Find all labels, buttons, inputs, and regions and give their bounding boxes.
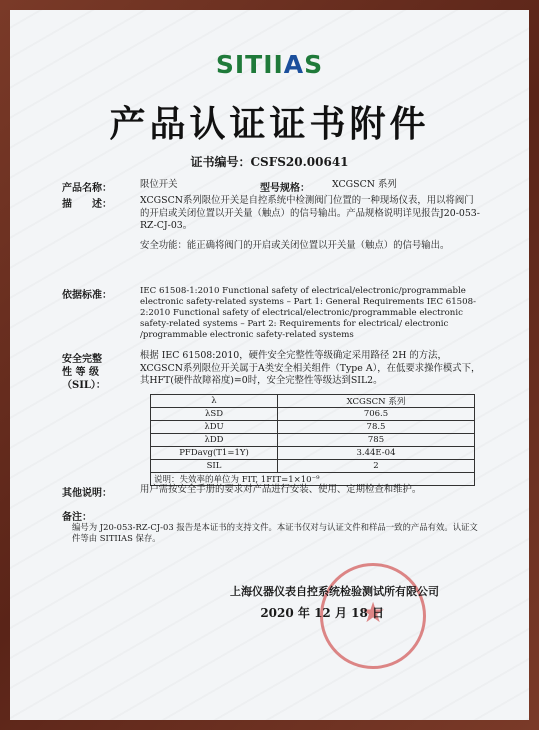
- table-cell: 785: [278, 434, 475, 447]
- table-cell: PFDavg(T1=1Y): [151, 447, 278, 460]
- product-name-label: 产品名称：: [62, 183, 112, 194]
- sil-label-2: 性 等 级: [62, 367, 99, 378]
- table-cell: SIL: [151, 460, 278, 473]
- sil-label-1: 安全完整: [62, 354, 102, 365]
- issuing-organization: 上海仪器仪表自控系统检验测试所有限公司: [230, 585, 439, 598]
- failure-rate-table: [150, 394, 475, 486]
- certificate-number: 证书编号：CSFS20.00641: [190, 155, 349, 169]
- page-title: 产品认证证书附件: [109, 103, 430, 145]
- table-cell: 3.44E-04: [278, 447, 475, 460]
- table-cell: 78.5: [278, 421, 475, 434]
- logo-text-c: S: [304, 50, 324, 79]
- sil-text: 根据 IEC 61508:2010，硬件安全完整性等级确定采用路径 2H 的方法，XCGSCN系列限位开关属于A类安全相关组件（Type A），在低要求操作模式下，其HFT(硬件故障裕度)=0时，安全完整性等级达到SIL2。: [140, 350, 481, 386]
- table-row: [151, 447, 475, 460]
- other-notes: 用户需按安全手册的要求对产品进行安装、使用、定期检查和维护。: [140, 484, 422, 495]
- table-cell: λDU: [151, 421, 278, 434]
- table-cell: λDD: [151, 434, 278, 447]
- model-label: 型号规格：: [260, 183, 310, 194]
- table-row: [151, 395, 475, 408]
- sil-label-3: （SIL）：: [62, 380, 106, 391]
- table-cell: λSD: [151, 408, 278, 421]
- table-row: [151, 408, 475, 421]
- product-name: 限位开关: [140, 179, 178, 190]
- table-row: [151, 460, 475, 473]
- table-cell: 706.5: [278, 408, 475, 421]
- table-note: 说明：失效率的单位为 FIT, 1FIT=1×10⁻⁹: [151, 473, 475, 486]
- table-row: [151, 434, 475, 447]
- remark-label: 备注：: [62, 512, 92, 523]
- logo: [10, 50, 529, 79]
- basis-label: 依据标准：: [62, 290, 112, 301]
- logo-text-a: SITII: [215, 50, 284, 79]
- table-cell: 2: [278, 460, 475, 473]
- certificate-page: [10, 10, 529, 720]
- safety-function: 安全功能：能正确将阀门的开启或关闭位置以开关量（触点）的信号输出。: [140, 240, 450, 251]
- table-cell: XCGSCN 系列: [278, 395, 475, 408]
- description-label: 描 述：: [62, 199, 112, 210]
- other-label: 其他说明：: [62, 488, 112, 499]
- table-cell: λ: [151, 395, 278, 408]
- model: XCGSCN 系列: [332, 179, 397, 190]
- basis-standards: IEC 61508-1:2010 Functional safety of electrical/electronic/programmable electronic safety-related systems – Part 1: General Requirements IEC 61508-2:2010 Functional safety of electrical/electronic/programmable electronic safety-related systems – Part 2: Requirements for electrical/ electronic /programmable electronic safety-related systems: [140, 286, 476, 340]
- issue-date: 2020 年 12 月 18 日: [260, 606, 384, 620]
- logo-text-b: A: [283, 50, 305, 79]
- remark: 编号为 J20-053-RZ-CJ-03 报告是本证书的支持文件。本证书仅对与认证文件和样品一致的产品有效。认证文件等由 SITIIAS 保存。: [72, 522, 478, 543]
- table-row: [151, 421, 475, 434]
- description: XCGSCN系列限位开关是自控系统中检测阀门位置的一种现场仪表，用以将阀门的开启或关闭位置以开关量（触点）的信号输出。产品规格说明详见报告J20-053-RZ-CJ-03。: [140, 195, 480, 231]
